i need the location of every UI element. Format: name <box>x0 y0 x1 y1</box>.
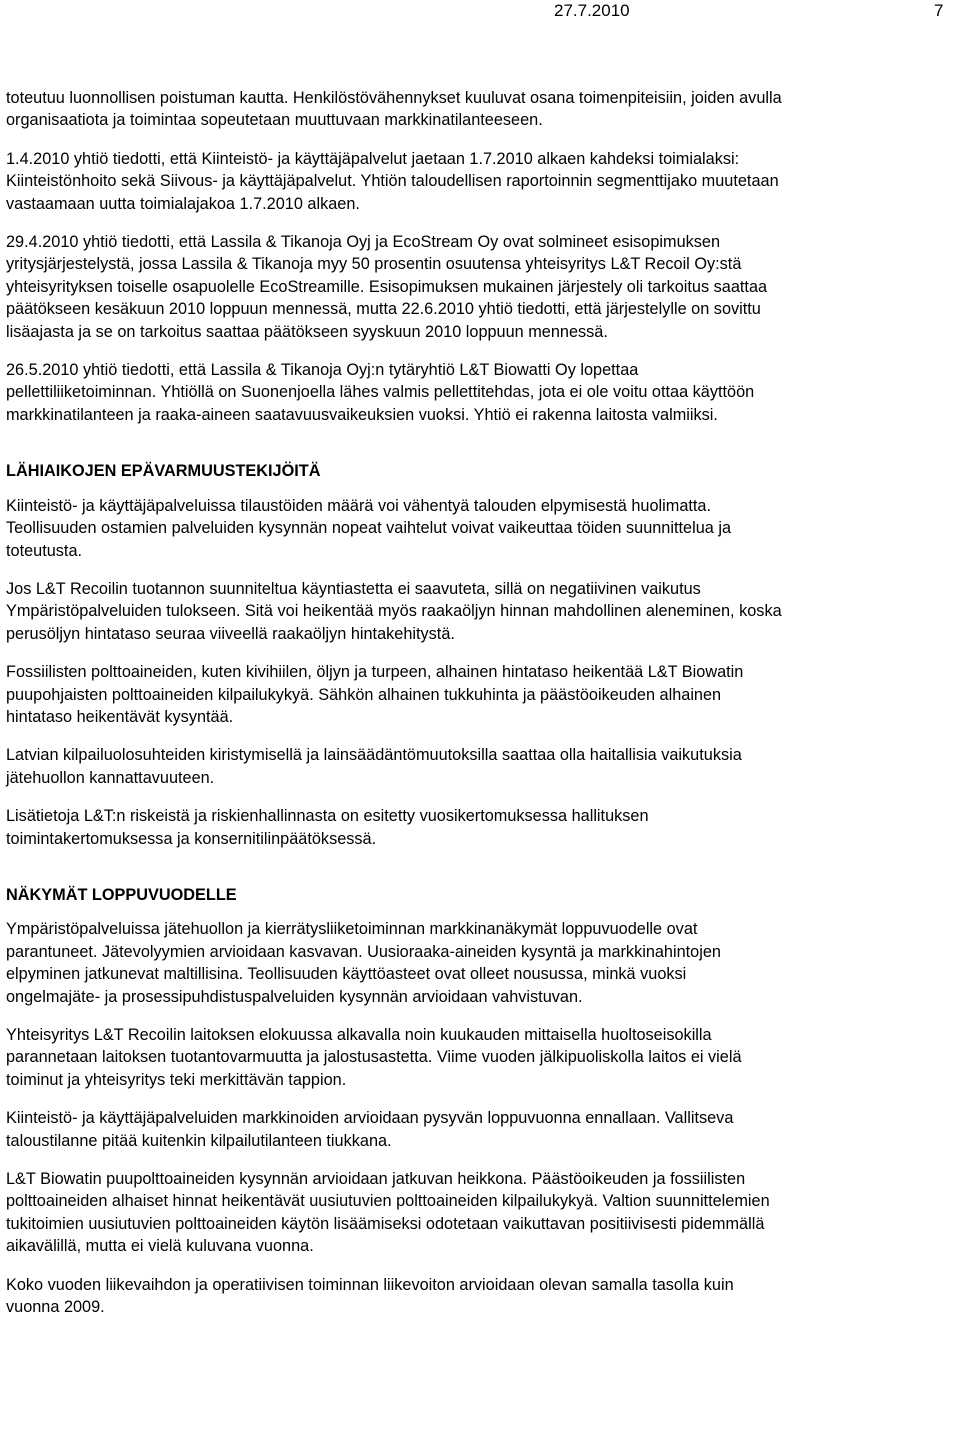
paragraph: Latvian kilpailuolosuhteiden kiristymisellä ja lainsäädäntömuutoksilla saattaa olla haitallisia vaikutuksia jätehuollon kannattavuuteen. <box>6 746 742 787</box>
document-body <box>6 87 954 1334</box>
paragraph: Kiinteistö- ja käyttäjäpalveluissa tilaustöiden määrä voi vähentyä talouden elpymisestä huolimatta. Teollisuuden ostamien palveluiden kysynnän nopeat vaihtelut voivat vaikeuttaa töiden suunnittelua ja toteutusta. <box>6 496 731 560</box>
paragraph: L&T Biowatin puupolttoaineiden kysynnän arvioidaan jatkuvan heikkona. Päästöoikeuden ja fossiilisten polttoaineiden alhaiset hinnat heikentävät uusiutuvien polttoaineiden kilpailukykyä. Valtion suunnittelemien tukitoimien uusiutuvien polttoaineiden käytön lisäämiseksi odotetaan vaikuttavan positiivisesti pidemmällä aikavälillä, mutta ei vielä kuluvana vuonna. <box>6 1170 770 1256</box>
paragraph: Jos L&T Recoilin tuotannon suunniteltua käyntiastetta ei saavuteta, sillä on negatiivinen vaikutus Ympäristöpalveluiden tulokseen. Sitä voi heikentää myös raakaöljyn hinnan mahdollinen aleneminen, koska perusöljyn hintataso seuraa viiveellä raakaöljyn hintakehitystä. <box>6 579 782 643</box>
paragraph: Kiinteistö- ja käyttäjäpalveluiden markkinoiden arvioidaan pysyvän loppuvuonna ennallaan. Vallitseva taloustilanne pitää kuitenkin kilpailutilanteen tiukkana. <box>6 1109 734 1150</box>
section-heading-risks: LÄHIAIKOJEN EPÄVARMUUSTEKIJÖITÄ <box>6 462 321 481</box>
paragraph: 29.4.2010 yhtiö tiedotti, että Lassila & Tikanoja Oyj ja EcoStream Oy ovat solmineet esisopimuksen yritysjärjestelystä, jossa Lassila & Tikanoja myy 50 prosentin osuutensa yhteisyritys L&T Recoil Oy:stä yhteisyrityksen toiselle osapuolelle EcoStreamille. Esisopimuksen mukainen järjestely oli tarkoitus saattaa päätökseen kesäkuun 2010 loppuun mennessä, mutta 22.6.2010 yhtiö tiedotti, että järjestelylle on sovittu lisäajasta ja se on tarkoitus saattaa päätökseen syyskuun 2010 loppuun mennessä. <box>6 233 768 341</box>
paragraph: Koko vuoden liikevaihdon ja operatiivisen toiminnan liikevoiton arvioidaan olevan samalla tasolla kuin vuonna 2009. <box>6 1275 734 1317</box>
paragraph: toteutuu luonnollisen poistuman kautta. Henkilöstövähennykset kuuluvat osana toimenpiteisiin, joiden avulla organisaatiota ja toimintaa sopeutetaan muuttuvaan markkinatilanteeseen. <box>6 89 782 130</box>
paragraph: 1.4.2010 yhtiö tiedotti, että Kiinteistö- ja käyttäjäpalvelut jaetaan 1.7.2010 alkaen kahdeksi toimialaksi: Kiinteistönhoito sekä Siivous- ja käyttäjäpalvelut. Yhtiön taloudellisen raportoinnin segmenttijako muutetaan vastaamaan uutta toimialajakoa 1.7.2010 alkaen. <box>6 149 779 213</box>
paragraph: Yhteisyritys L&T Recoilin laitoksen elokuussa alkavalla noin kuukauden mittaisella huoltoseisokilla parannetaan laitoksen tuotantovarmuutta ja jalostusastetta. Viime vuoden jälkipuoliskolla laitos ei vielä toiminut ja yhteisyritys teki merkittävän tappion. <box>6 1026 742 1089</box>
page-header <box>0 0 960 30</box>
header-date: 27.7.2010 <box>554 1 630 20</box>
paragraph: Ympäristöpalveluissa jätehuollon ja kierrätysliiketoiminnan markkinanäkymät loppuvuodelle ovat parantuneet. Jätevolyymien arvioidaan kasvavan. Uusioraaka-aineiden kysyntä ja markkinahintojen elpyminen jatkunevat maltillisina. Teollisuuden käyttöasteet ovat olleet nousussa, minkä vuoksi ongelmajäte- ja prosessipuhdistuspalveluiden kysynnän arvioidaan vahvistuvan. <box>6 920 721 1006</box>
section-heading-outlook: NÄKYMÄT LOPPUVUODELLE <box>6 885 237 904</box>
paragraph: 26.5.2010 yhtiö tiedotti, että Lassila & Tikanoja Oyj:n tytäryhtiö L&T Biowatti Oy lopettaa pellettiliiketoiminnan. Yhtiöllä on Suonenjoella lähes valmis pellettitehdas, jota ei ole voitu ottaa käyttöön markkinatilanteen ja raaka-aineen saatavuusvaikeuksien vuoksi. Yhtiö ei rakenna laitosta valmiiksi. <box>6 361 755 424</box>
page-number: 7 <box>934 1 944 20</box>
paragraph: Fossiilisten polttoaineiden, kuten kivihiilen, öljyn ja turpeen, alhainen hintataso heikentää L&T Biowatin puupohjaisten polttoaineiden kilpailukykyä. Sähkön alhainen tukkuhinta ja päästöoikeuden alhainen hintataso heikentävät kysyntää. <box>6 663 744 726</box>
paragraph: Lisätietoja L&T:n riskeistä ja riskienhallinnasta on esitetty vuosikertomuksessa hallituksen toimintakertomuksessa ja konsernitilinpäätöksessä. <box>6 807 649 848</box>
